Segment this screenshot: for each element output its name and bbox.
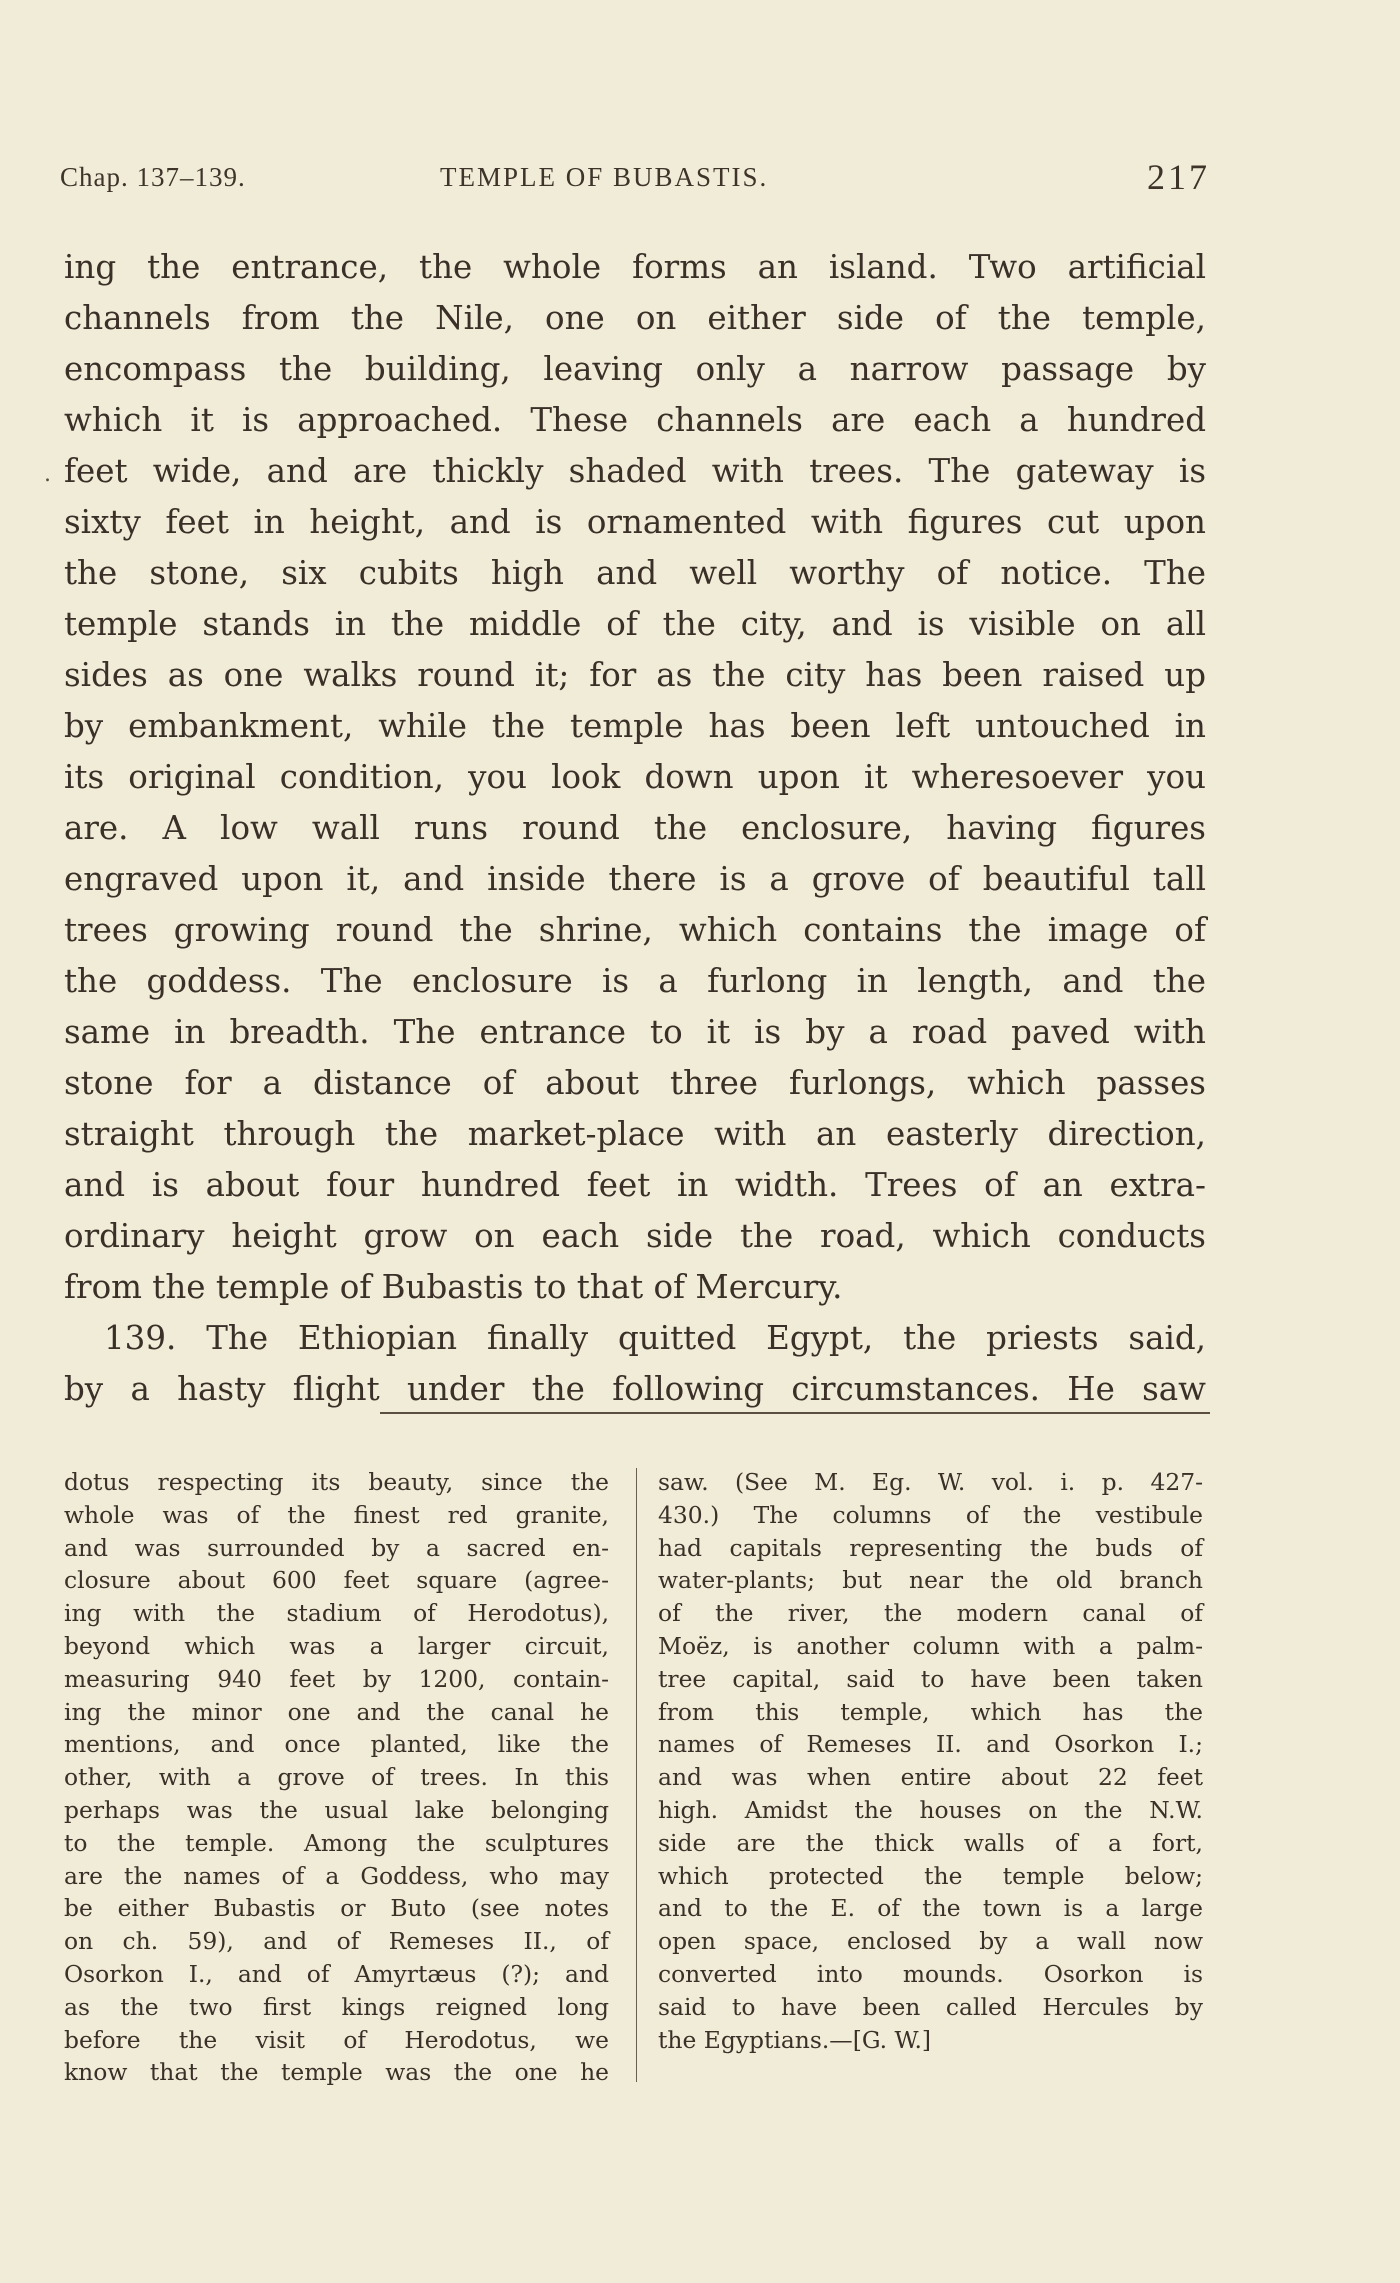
footnote-line: and was surrounded by a sacred en- — [64, 1533, 609, 1562]
footnote-line: tree capital, said to have been taken — [658, 1664, 1203, 1693]
footnote-left-column — [64, 1466, 609, 2089]
main-text-line: feet wide, and are thickly shaded with trees. The gateway is — [64, 452, 1206, 490]
main-text-line: which it is approached. These channels are each a hundred — [64, 401, 1206, 439]
footnote-line: mentions, and once planted, like the — [64, 1730, 609, 1759]
footnote-line: converted into mounds. Osorkon is — [658, 1959, 1203, 1988]
footnote-divider-rule — [380, 1412, 1210, 1414]
footnote-line: and to the E. of the town is a large — [658, 1894, 1203, 1923]
main-text-line: 139. The Ethiopian finally quitted Egypt, the priests said, — [104, 1319, 1206, 1357]
footnote-line: measuring 940 feet by 1200, contain- — [64, 1664, 609, 1693]
main-text-line: sides as one walks round it; for as the city has been raised up — [64, 656, 1206, 694]
footnote-column-divider — [636, 1468, 637, 2082]
main-text — [64, 242, 1206, 1415]
footnote-line: on ch. 59), and of Remeses II., of — [64, 1927, 609, 1956]
main-text-line: from the temple of Bubastis to that of Mercury. — [64, 1268, 843, 1306]
running-header — [60, 156, 1210, 196]
main-text-line: encompass the building, leaving only a narrow passage by — [64, 350, 1206, 388]
footnote-right-column — [658, 1466, 1203, 2056]
main-text-line: the goddess. The enclosure is a furlong in length, and the — [64, 962, 1206, 1000]
chapter-reference: Chap. 137–139. — [60, 162, 246, 192]
footnote-line: closure about 600 feet square (agree- — [64, 1566, 609, 1595]
main-text-line: engraved upon it, and inside there is a grove of beautiful tall — [64, 860, 1206, 898]
footnote-line: 430.) The columns of the vestibule — [658, 1500, 1203, 1529]
page-number: 217 — [1147, 157, 1210, 197]
page-title: TEMPLE OF BUBASTIS. — [440, 162, 769, 192]
margin-mark: . — [44, 462, 51, 487]
footnote-line: names of Remeses II. and Osorkon I.; — [658, 1730, 1203, 1759]
footnote-line: beyond which was a larger circuit, — [64, 1631, 609, 1660]
footnote-line: which protected the temple below; — [658, 1861, 1203, 1890]
main-text-line: straight through the market-place with an easterly direction, — [64, 1115, 1206, 1153]
main-text-line: are. A low wall runs round the enclosure, having figures — [64, 809, 1206, 847]
footnote-line: from this temple, which has the — [658, 1697, 1203, 1726]
footnote-line: dotus respecting its beauty, since the — [64, 1468, 609, 1496]
main-text-line: temple stands in the middle of the city, and is visible on all — [64, 605, 1206, 643]
footnotes — [64, 1466, 1216, 2106]
footnote-line: high. Amidst the houses on the N.W. — [658, 1795, 1203, 1824]
main-text-line: by a hasty flight under the following circumstances. He saw — [64, 1370, 1206, 1408]
main-text-line: sixty feet in height, and is ornamented with figures cut upon — [64, 503, 1206, 541]
footnote-line: the Egyptians.—[G. W.] — [658, 2025, 932, 2054]
footnote-line: water-plants; but near the old branch — [658, 1566, 1203, 1595]
main-text-line: its original condition, you look down upon it wheresoever you — [64, 758, 1206, 796]
main-text-line: channels from the Nile, one on either side of the temple, — [64, 299, 1206, 337]
footnote-line: know that the temple was the one he — [64, 2058, 609, 2087]
footnote-line: Moëz, is another column with a palm- — [658, 1631, 1203, 1660]
footnote-line: side are the thick walls of a fort, — [658, 1828, 1203, 1857]
footnote-line: of the river, the modern canal of — [658, 1599, 1203, 1628]
main-text-line: same in breadth. The entrance to it is by a road paved with — [64, 1013, 1206, 1051]
footnote-line: are the names of a Goddess, who may — [64, 1861, 609, 1890]
footnote-line: other, with a grove of trees. In this — [64, 1763, 609, 1792]
footnote-line: ing with the stadium of Herodotus), — [64, 1599, 609, 1628]
main-text-line: the stone, six cubits high and well worthy of notice. The — [64, 554, 1206, 592]
main-text-line: stone for a distance of about three furlongs, which passes — [64, 1064, 1206, 1102]
footnote-line: had capitals representing the buds of — [658, 1533, 1203, 1562]
footnote-line: open space, enclosed by a wall now — [658, 1927, 1203, 1956]
main-text-line: and is about four hundred feet in width. Trees of an extra- — [64, 1166, 1206, 1204]
main-text-line: trees growing round the shrine, which contains the image of — [64, 911, 1206, 949]
footnote-line: Osorkon I., and of Amyrtæus (?); and — [64, 1959, 609, 1988]
footnote-line: ing the minor one and the canal he — [64, 1697, 609, 1726]
main-text-line: ing the entrance, the whole forms an island. Two artificial — [64, 248, 1206, 286]
main-text-line: by embankment, while the temple has been left untouched in — [64, 707, 1206, 745]
footnote-line: perhaps was the usual lake belonging — [64, 1795, 609, 1824]
footnote-line: to the temple. Among the sculptures — [64, 1828, 609, 1857]
footnote-line: be either Bubastis or Buto (see notes — [64, 1894, 609, 1923]
footnote-line: said to have been called Hercules by — [658, 1992, 1203, 2021]
footnote-line: before the visit of Herodotus, we — [64, 2025, 609, 2054]
footnote-line: and was when entire about 22 feet — [658, 1763, 1203, 1792]
footnote-line: saw. (See M. Eg. W. vol. i. p. 427- — [658, 1468, 1203, 1496]
footnote-line: as the two first kings reigned long — [64, 1992, 609, 2021]
footnote-line: whole was of the finest red granite, — [64, 1500, 609, 1529]
main-text-line: ordinary height grow on each side the road, which conducts — [64, 1217, 1206, 1255]
